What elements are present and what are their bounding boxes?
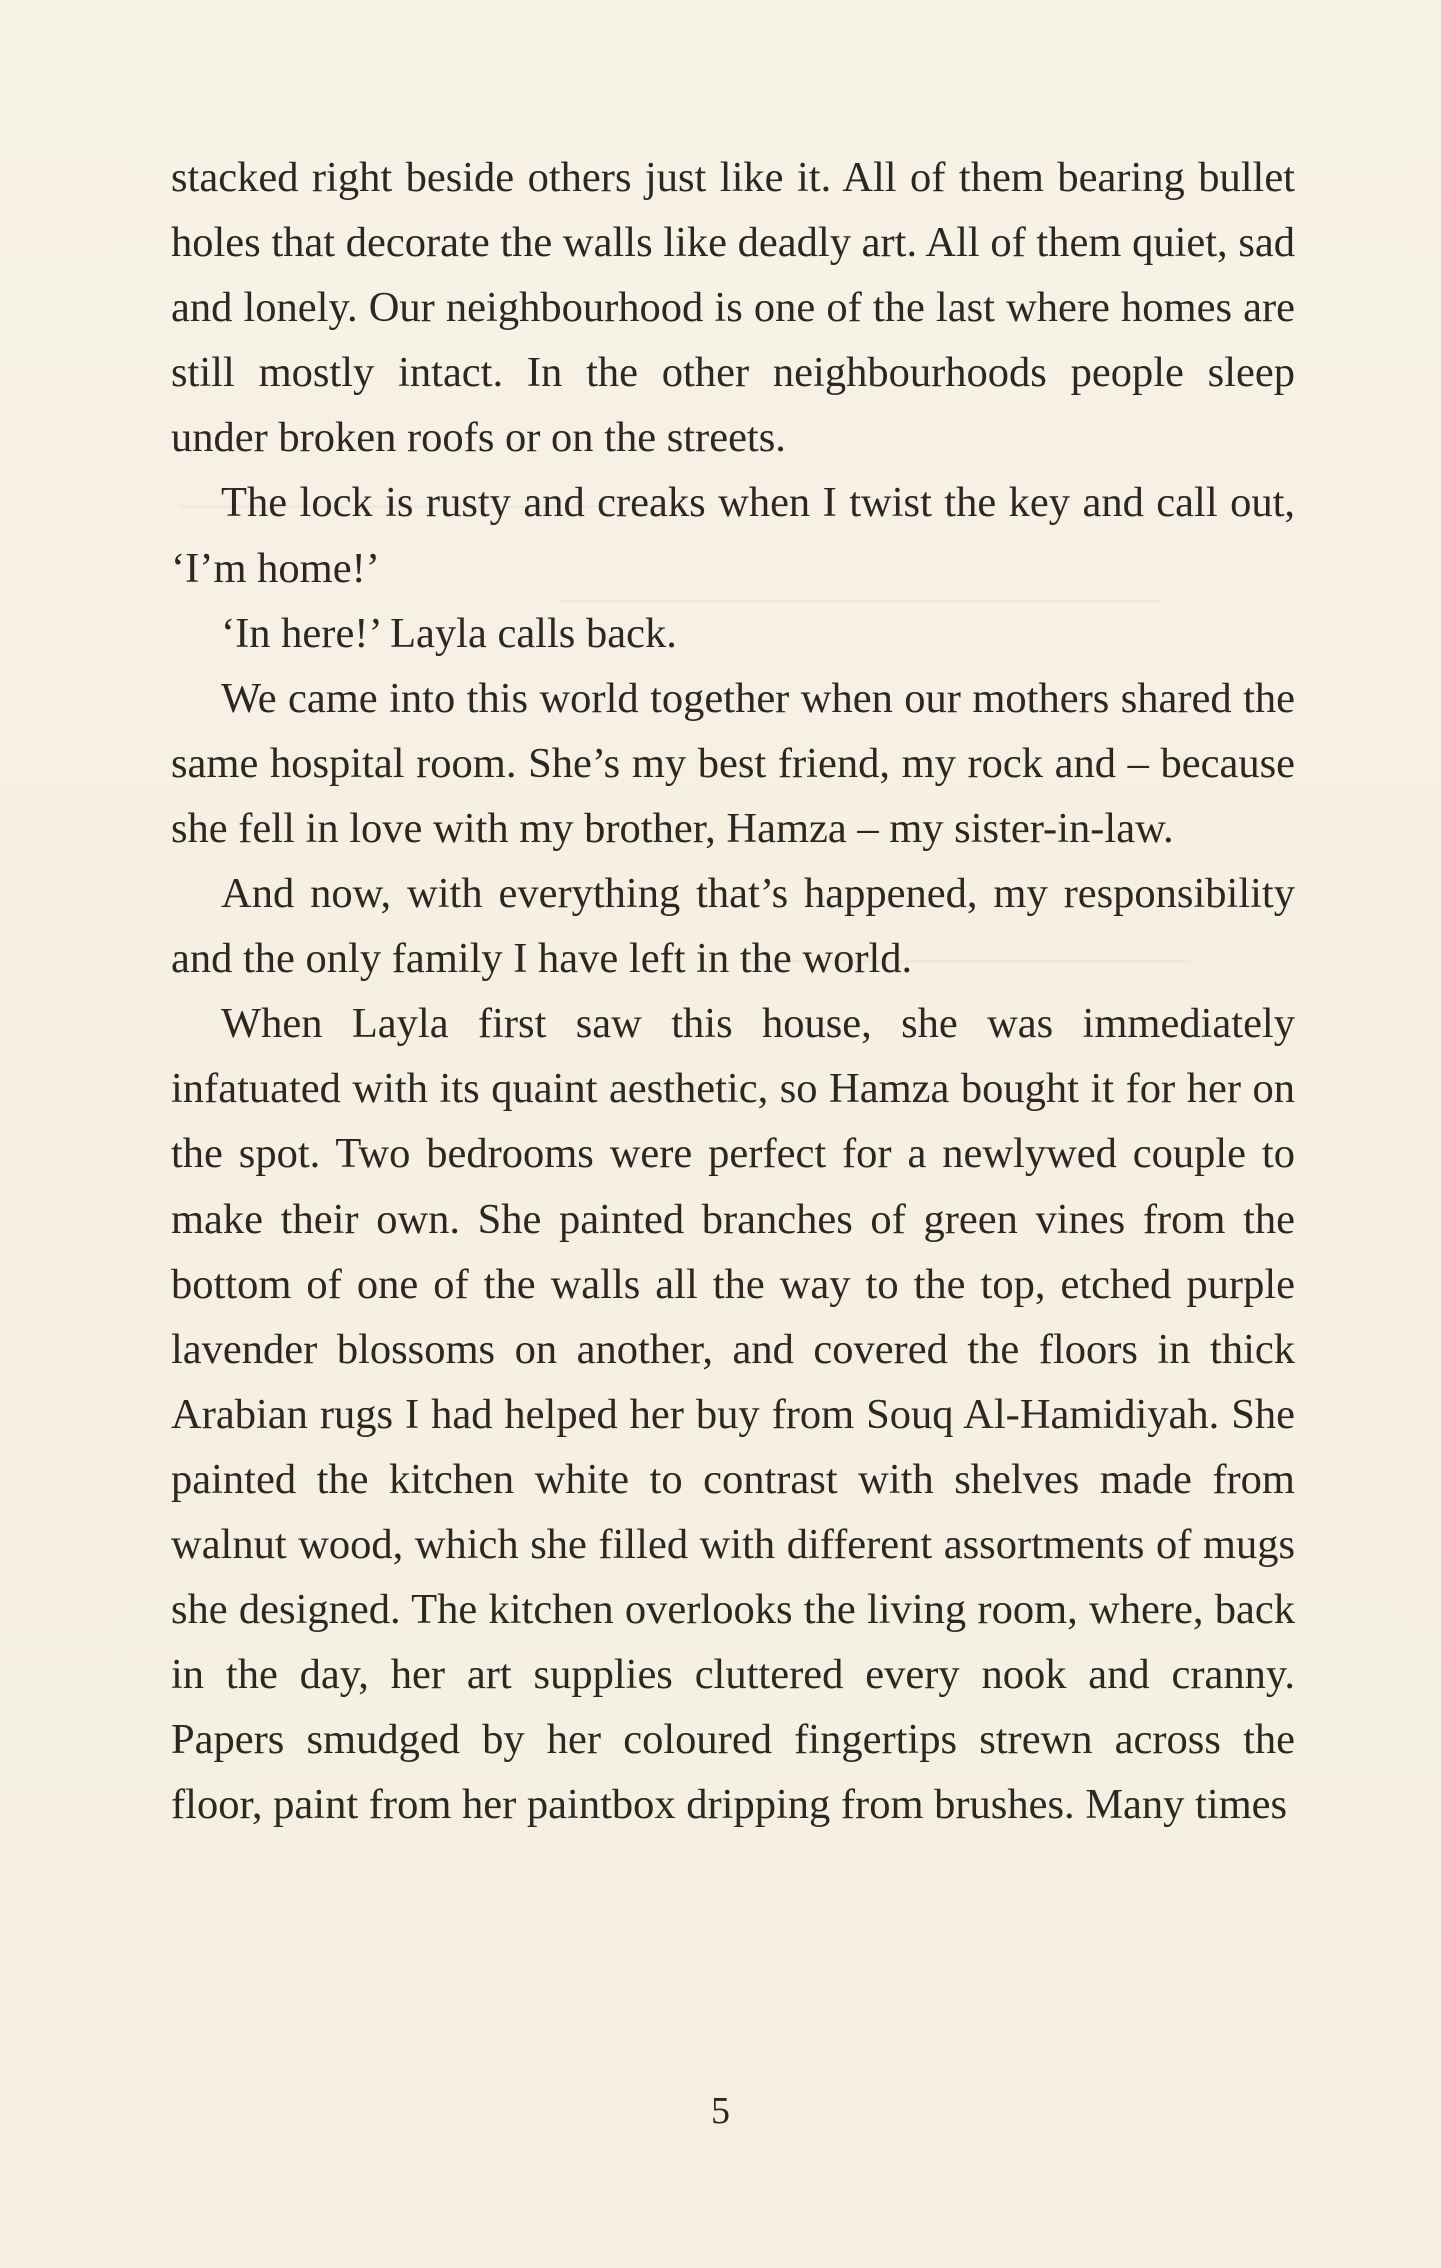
paragraph: We came into this world together when our mothers shared the same hospital room. She’s my best friend, my rock and – because she fell in love with my brother, Hamza – my sister-in-law.	[171, 674, 1295, 852]
page-number: 5	[711, 2090, 730, 2132]
body-text	[171, 145, 1295, 1837]
paragraph: ‘In here!’ Layla calls back.	[221, 609, 677, 657]
paragraph: stacked right beside others just like it. All of them bearing bullet holes that decorate the walls like deadly art. All of them quiet, sad and lonely. Our neighbourhood is one of the last where homes are still mostly intact. In the other neighbourhoods people sleep under broken roofs or on the streets.	[171, 154, 1295, 462]
paragraph: When Layla first saw this house, she was immediately infatuated with its quaint aesthetic, so Hamza bought it for her on the spot. Two bedrooms were perfect for a newlywed couple to make their own. She painted branches of green vines from the bottom of one of the walls all the way to the top, etched purple lavender blossoms on another, and covered the floors in thick Arabian rugs I had helped her buy from Souq Al-Hamidiyah. She painted the kitchen white to contrast with shelves made from walnut wood, which she filled with different assortments of mugs she designed. The kitchen overlooks the living room, where, back in the day, her art supplies cluttered every nook and cranny. Papers smudged by her coloured fingertips strewn across the floor, paint from her paintbox dripping from brushes. Many times	[171, 1000, 1295, 1829]
paragraph: The lock is rusty and creaks when I twist the key and call out, ‘I’m home!’	[171, 479, 1295, 592]
paragraph: And now, with everything that’s happened, my responsibility and the only family I have left in the world.	[171, 870, 1295, 983]
